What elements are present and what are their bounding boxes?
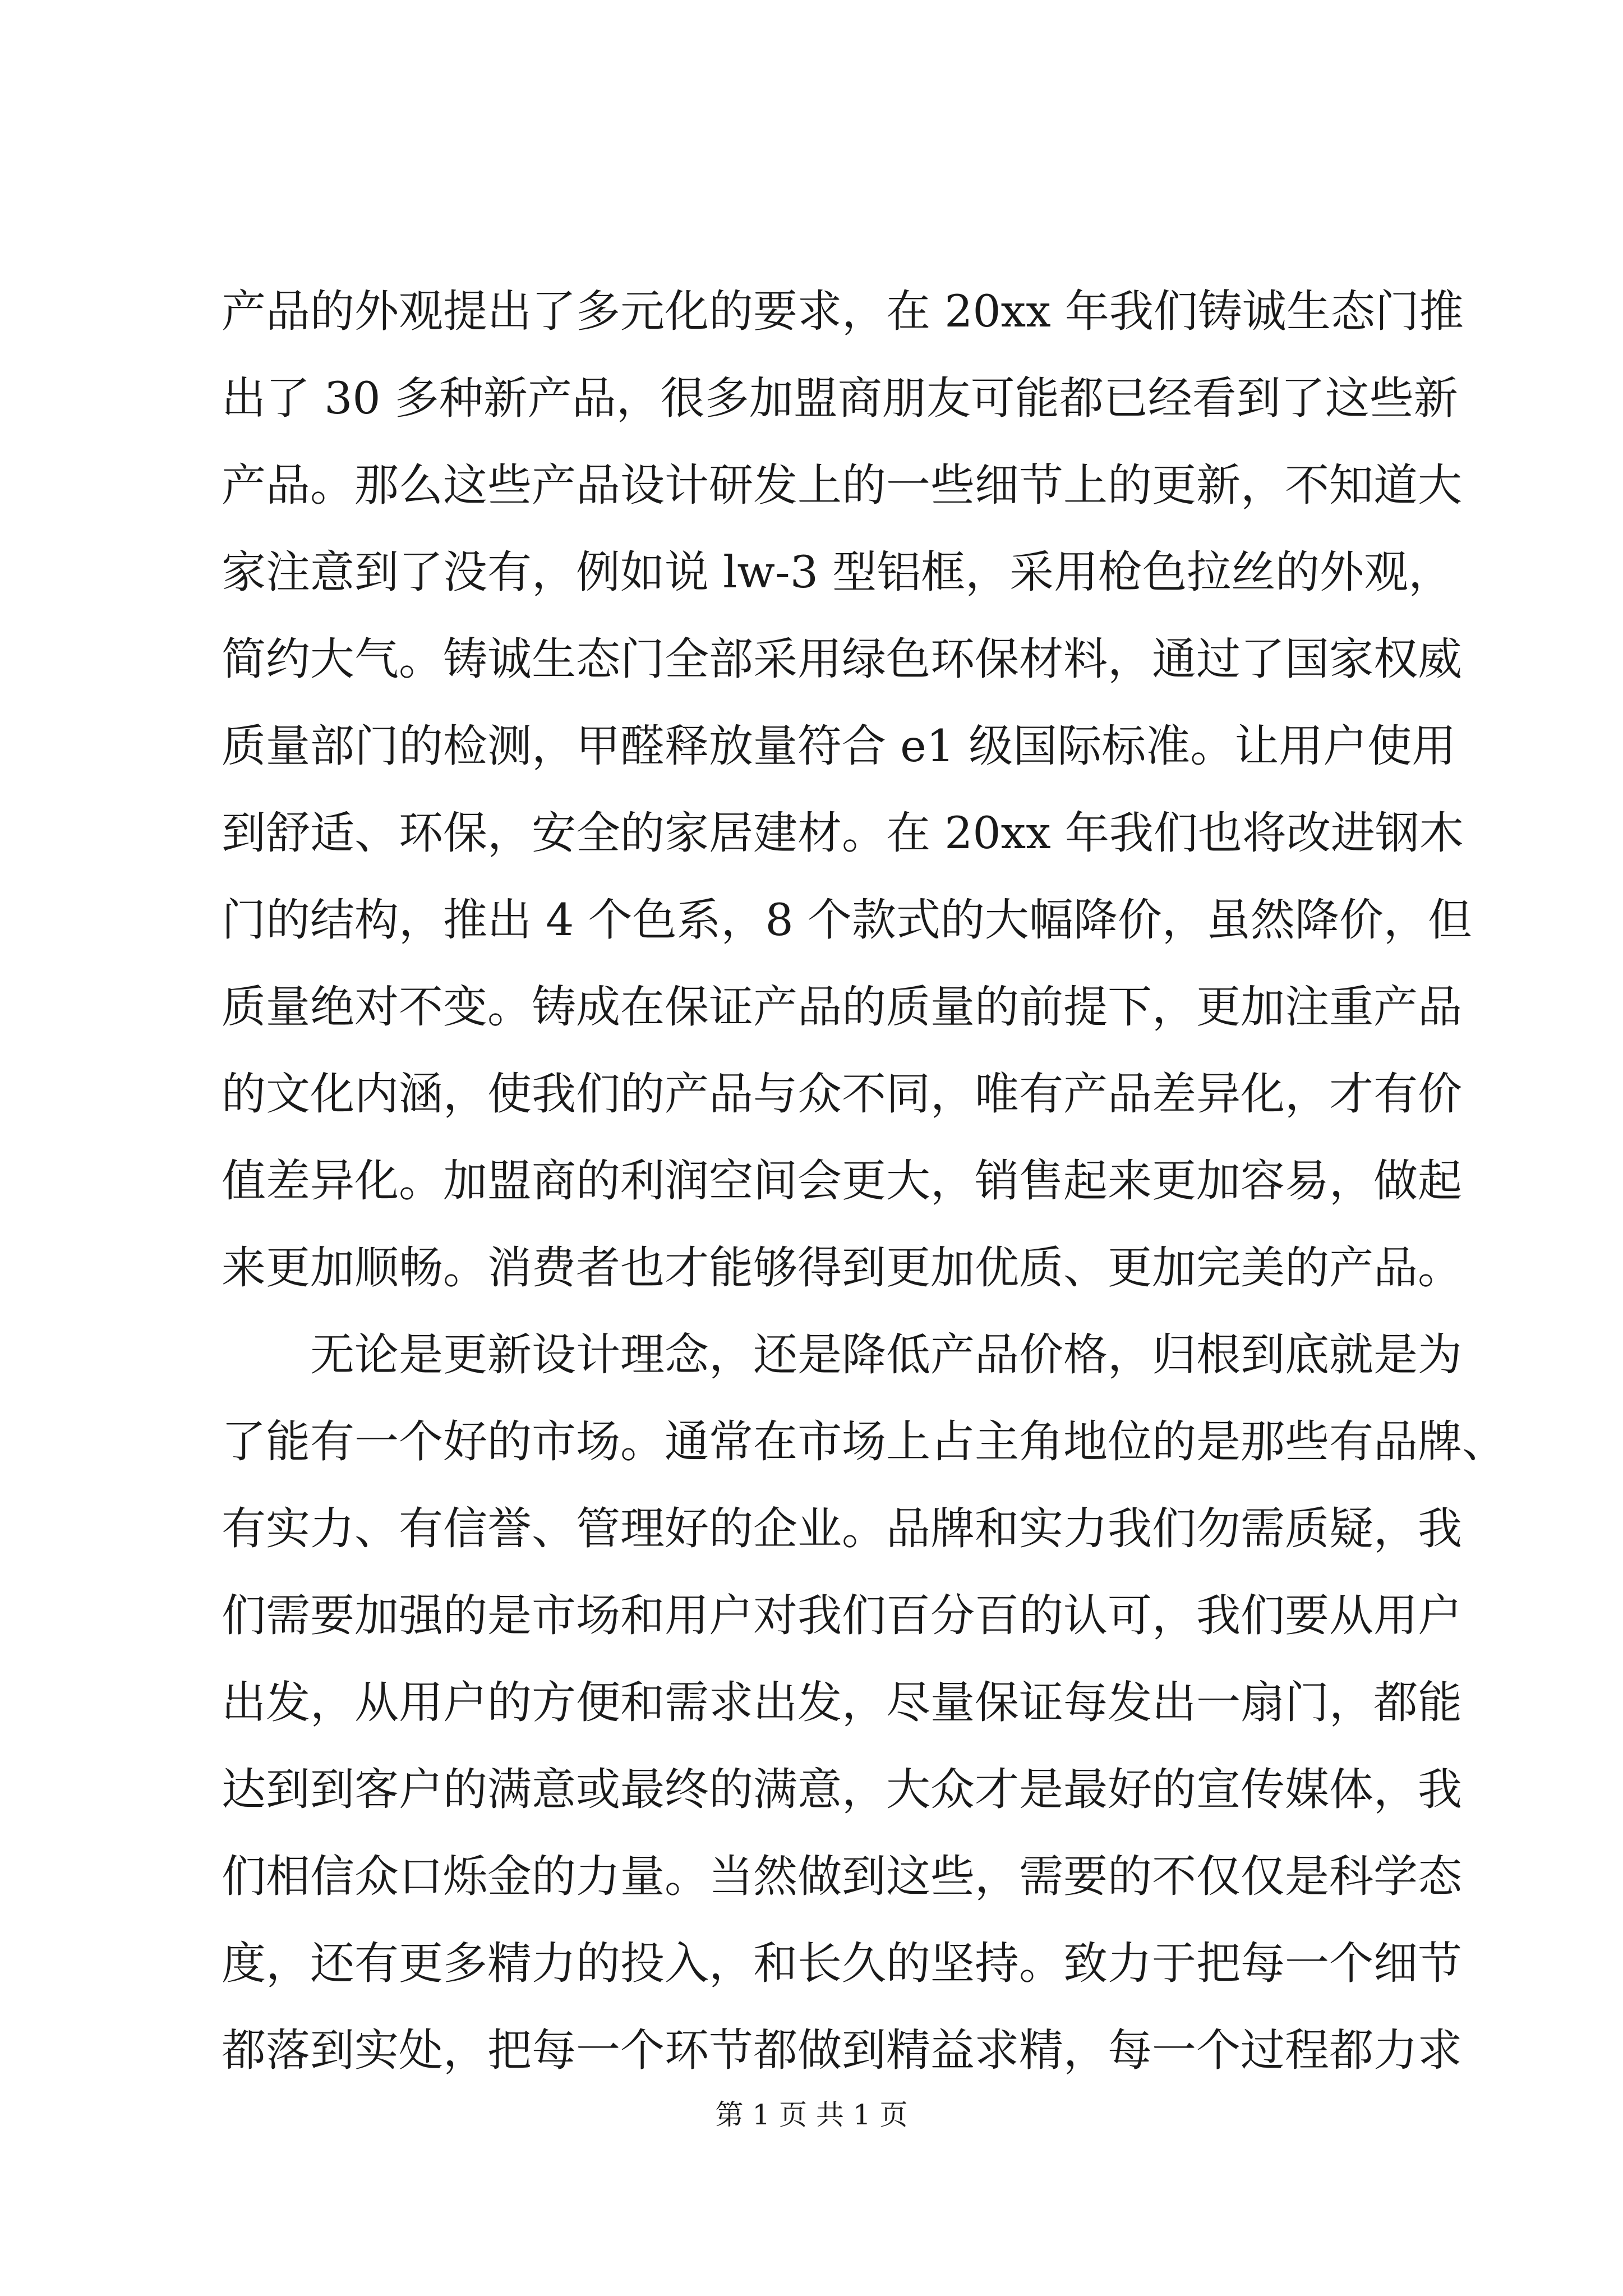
paragraph-2-line-6: 达到到客户的满意或最终的满意，大众才是最好的宣传媒体，我 bbox=[222, 1764, 1462, 1815]
body-text bbox=[222, 268, 1506, 2094]
paragraph-2-line-4: 们需要加强的是市场和用户对我们百分百的认可，我们要从用户 bbox=[222, 1590, 1462, 1641]
paragraph-1-line-3: 产品。那么这些产品设计研发上的一些细节上的更新，不知道大 bbox=[222, 459, 1462, 511]
paragraph-1-line-11: 值差异化。加盟商的利润空间会更大，销售起来更加容易，做起 bbox=[222, 1155, 1462, 1207]
paragraph-2-line-7: 们相信众口烁金的力量。当然做到这些，需要的不仅仅是科学态 bbox=[222, 1851, 1462, 1902]
paragraph-2-line-9: 都落到实处，把每一个环节都做到精益求精，每一个过程都力求 bbox=[222, 2024, 1462, 2076]
paragraph-1-line-6: 质量部门的检测，甲醛释放量符合 e1 级国际标准。让用户使用 bbox=[222, 720, 1456, 772]
page-footer bbox=[0, 2095, 1623, 2134]
paragraph-1-line-12: 来更加顺畅。消费者也才能够得到更加优质、更加完美的产品。 bbox=[222, 1242, 1462, 1294]
page-number-label: 第 1 页 共 1 页 bbox=[715, 2099, 908, 2131]
paragraph-1-line-5: 简约大气。铸诚生态门全部采用绿色环保材料，通过了国家权威 bbox=[222, 633, 1462, 685]
paragraph-2-line-5: 出发，从用户的方便和需求出发，尽量保证每发出一扇门，都能 bbox=[222, 1677, 1462, 1728]
paragraph-2-line-2: 了能有一个好的市场。通常在市场上占主角地位的是那些有品牌、 bbox=[222, 1416, 1506, 1467]
paragraph-1-line-9: 质量绝对不变。铸成在保证产品的质量的前提下，更加注重产品 bbox=[222, 981, 1462, 1033]
paragraph-1-line-8: 门的结构，推出 4 个色系，8 个款式的大幅降价，虽然降价，但 bbox=[222, 894, 1472, 946]
paragraph-1-line-1: 产品的外观提出了多元化的要求，在 20xx 年我们铸诚生态门推 bbox=[222, 286, 1464, 337]
paragraph-1-line-4: 家注意到了没有，例如说 lw-3 型铝框，采用枪色拉丝的外观， bbox=[222, 546, 1453, 598]
paragraph-2-line-1: 无论是更新设计理念，还是降低产品价格，归根到底就是为 bbox=[310, 1329, 1462, 1381]
paragraph-2-line-3: 有实力、有信誉、管理好的企业。品牌和实力我们勿需质疑，我 bbox=[222, 1503, 1462, 1554]
paragraph-1-line-10: 的文化内涵，使我们的产品与众不同，唯有产品差异化，才有价 bbox=[222, 1068, 1462, 1120]
paragraph-1-line-7: 到舒适、环保，安全的家居建材。在 20xx 年我们也将改进钢木 bbox=[222, 807, 1464, 859]
paragraph-1-line-2: 出了 30 多种新产品，很多加盟商朋友可能都已经看到了这些新 bbox=[222, 372, 1458, 424]
paragraph-2-line-8: 度，还有更多精力的投入，和长久的坚持。致力于把每一个细节 bbox=[222, 1938, 1462, 1989]
